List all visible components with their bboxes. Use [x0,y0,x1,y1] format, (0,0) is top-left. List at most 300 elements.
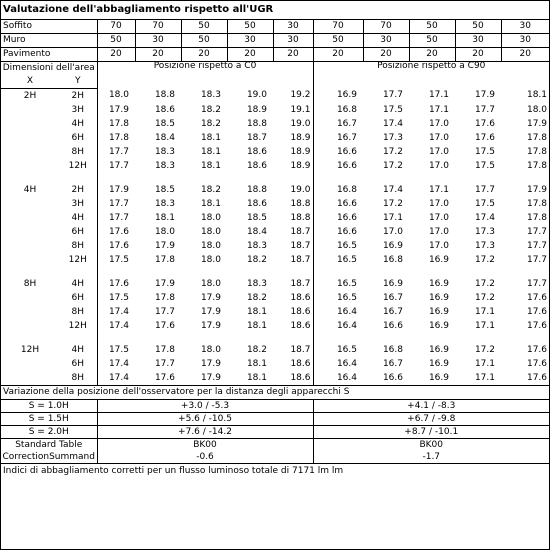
c90-value-cell: 16.6 [382,372,403,383]
c0-value-cell: 18.7 [290,254,311,265]
x-cell [1,239,59,253]
c90-value-cell: 16.8 [382,254,403,265]
c0-value-cell: 18.0 [154,226,175,237]
y-cell: 4H [71,344,84,355]
c0-value-cell: 18.6 [290,320,311,331]
c90-value-cell: 17.5 [382,104,403,115]
group-spacer [1,333,549,343]
c0-value-cell: 18.8 [290,198,311,209]
c90-value-cell: 17.6 [526,358,548,369]
c90-value-cell: 17.3 [474,226,495,237]
c0-value-cell: 18.7 [246,132,267,143]
soffitto-value: 50 [455,20,501,34]
c90-value-cell: 16.8 [382,344,403,355]
c0-value-cell: 17.7 [97,159,135,173]
c0-value-cell: 18.9 [290,146,311,157]
note-text: Indici di abbagliamento corretti per un flusso luminoso totale di 7171 lm lm [3,465,344,476]
c0-value-cell: 17.9 [200,320,221,331]
c90-value-cell: 16.7 [313,131,363,145]
c0-value-cell: 18.8 [246,118,267,129]
c0-value-cell: 18.6 [290,292,311,303]
c90-value-cell: 16.9 [428,306,449,317]
c90-value-cell: 17.0 [428,198,449,209]
c0-value-cell: 17.6 [97,239,135,253]
c0-value-cell: 18.0 [200,240,221,251]
c0-value-cell: 18.3 [246,278,267,289]
group-spacer [1,267,549,277]
c90-value-cell: 17.0 [428,118,449,129]
c90-value-cell: 16.9 [428,358,449,369]
c90-value-cell: 17.2 [474,254,495,265]
c0-value-cell: 17.5 [97,343,135,357]
c0-value-cell: 18.6 [290,372,311,383]
spacer-cell [97,173,313,183]
c90-value-cell: 16.4 [313,305,363,319]
c90-value-cell: 17.4 [382,118,403,129]
variation-c90: +4.1 / -8.3 [313,400,549,413]
table-row [1,225,549,239]
c0-value-cell: 17.8 [154,344,175,355]
c90-value-cell: 17.0 [428,226,449,237]
c90-value-cell: 16.4 [313,357,363,371]
c0-value-cell: 17.9 [97,103,135,117]
soffitto-value: 70 [135,20,181,34]
c0-value-cell: 18.1 [200,132,221,143]
c90-value-cell: 17.6 [526,292,548,303]
c90-value-cell: 17.1 [428,184,449,195]
c90-value-cell: 16.5 [313,291,363,305]
y-cell: 4H [71,212,84,223]
c90-value-cell: 17.2 [382,146,403,157]
table-row [1,197,549,211]
c0-value-cell: 17.9 [154,278,175,289]
y-cell: 2H [71,90,84,101]
soffitto-value: 70 [313,20,363,34]
c0-value-cell: 17.6 [154,320,175,331]
spacer-cell [313,173,549,183]
c0-value-cell: 17.9 [200,358,221,369]
c90-value-cell: 17.1 [428,90,449,101]
c90-value-cell: 16.5 [313,253,363,267]
c0-value-cell: 19.0 [290,184,311,195]
c90-value-cell: 17.8 [526,146,548,157]
c90-value-cell: 18.0 [526,104,548,115]
soffitto-label: Soffito [1,20,97,34]
c90-value-cell: 17.6 [526,344,548,355]
c90-value-cell: 16.9 [382,278,403,289]
y-cell: 4H [71,278,84,289]
pavimento-value: 20 [501,48,549,62]
muro-value: 30 [501,34,549,48]
c90-value-cell: 16.6 [313,145,363,159]
variation-s2-row [1,413,549,426]
c90-value-cell: 16.6 [313,225,363,239]
c0-value-cell: 18.2 [246,292,267,303]
c0-value-cell: 18.1 [246,372,267,383]
c90-value-cell: 17.5 [474,198,495,209]
spacer-cell [97,267,313,277]
c0-value-cell: 18.0 [200,278,221,289]
c90-value-cell: 17.9 [474,90,495,101]
variation-c0: +5.6 / -10.5 [97,413,313,426]
c90-value-cell: 17.2 [474,344,495,355]
c90-value-cell: 16.7 [382,358,403,369]
c0-value-cell: 18.7 [290,278,311,289]
c90-value-cell: 17.8 [526,160,548,171]
c90-value-cell: 17.1 [382,212,403,223]
x-cell [1,291,59,305]
c90-value-cell: 17.7 [382,90,403,101]
c0-value-cell: 18.3 [154,146,175,157]
soffitto-value: 50 [181,20,227,34]
c90-value-cell: 16.8 [313,103,363,117]
x-cell [1,319,59,333]
pavimento-value: 20 [313,48,363,62]
table-row [1,357,549,371]
spacer-cell [1,173,97,183]
c0-value-cell: 18.3 [200,90,221,101]
muro-value: 50 [409,34,455,48]
c0-value-cell: 18.2 [200,184,221,195]
y-cell: 12H [68,160,87,171]
c90-header: Posizione rispetto a C90 [313,62,549,89]
table-row [1,371,549,386]
c90-value-cell: 17.8 [526,198,548,209]
correction-row [1,451,549,464]
c0-value-cell: 17.6 [97,225,135,239]
c90-value-cell: 17.2 [474,292,495,303]
x-cell [1,305,59,319]
variation-s1-row [1,400,549,413]
correction-c0: -0.6 [97,451,313,464]
c90-value-cell: 17.3 [382,132,403,143]
muro-value: 50 [97,34,135,48]
variation-s-label: S = 1.5H [1,413,97,426]
variation-row [1,386,549,400]
y-cell: 6H [71,292,84,303]
c90-value-cell: 16.5 [313,277,363,291]
c90-value-cell: 16.5 [313,343,363,357]
x-cell: 8H [23,278,37,289]
c0-value-cell: 17.7 [154,306,175,317]
c0-value-cell: 18.8 [246,184,267,195]
c0-value-cell: 18.1 [246,306,267,317]
c90-value-cell: 17.0 [428,240,449,251]
c0-value-cell: 18.7 [290,344,311,355]
c90-value-cell: 17.0 [428,212,449,223]
y-cell: 8H [71,306,84,317]
variation-c0: +7.6 / -14.2 [97,426,313,439]
c90-value-cell: 17.5 [474,146,495,157]
table-row [1,103,549,117]
muro-value: 30 [455,34,501,48]
c0-value-cell: 17.9 [200,372,221,383]
table-row [1,343,549,357]
c90-value-cell: 17.2 [474,278,495,289]
c0-value-cell: 17.4 [97,371,135,386]
c0-value-cell: 19.0 [290,118,311,129]
soffitto-value: 70 [97,20,135,34]
c90-value-cell: 17.3 [474,240,495,251]
c90-value-cell: 17.6 [526,306,548,317]
c90-value-cell: 17.6 [526,320,548,331]
c90-value-cell: 17.7 [526,278,548,289]
muro-row [1,34,549,48]
table-row [1,211,549,225]
ugr-table [1,1,549,478]
x-cell [1,103,59,117]
c0-value-cell: 17.8 [97,117,135,131]
x-cell [1,253,59,267]
pavimento-value: 20 [227,48,273,62]
c0-value-cell: 18.7 [290,226,311,237]
muro-value: 50 [313,34,363,48]
c90-value-cell: 16.7 [382,306,403,317]
c0-header: Posizione rispetto a C0 [97,62,313,89]
c0-value-cell: 18.0 [200,344,221,355]
c0-value-cell: 17.4 [97,357,135,371]
c0-value-cell: 18.9 [290,160,311,171]
c0-value-cell: 17.9 [200,292,221,303]
pavimento-value: 20 [181,48,227,62]
c0-value-cell: 18.2 [246,344,267,355]
standard-table-c0: BK00 [97,439,313,452]
c0-value-cell: 18.7 [290,240,311,251]
c90-value-cell: 17.0 [428,160,449,171]
x-cell [1,357,59,371]
c0-value-cell: 17.9 [200,306,221,317]
c0-value-cell: 18.9 [290,132,311,143]
c90-value-cell: 17.0 [428,132,449,143]
c0-value-cell: 18.6 [290,358,311,369]
c90-value-cell: 18.1 [526,90,548,101]
c0-value-cell: 18.2 [200,104,221,115]
c0-value-cell: 18.0 [200,226,221,237]
c0-value-cell: 19.1 [290,104,311,115]
table-row [1,117,549,131]
c90-value-cell: 17.9 [526,118,548,129]
c0-value-cell: 17.6 [154,372,175,383]
c0-value-cell: 17.7 [97,211,135,225]
table-row [1,277,549,291]
x-cell [1,131,59,145]
c0-value-cell: 18.2 [246,254,267,265]
c90-value-cell: 17.6 [526,372,548,383]
c0-value-cell: 18.4 [246,226,267,237]
c90-value-cell: 16.9 [382,240,403,251]
c90-value-cell: 17.7 [526,254,548,265]
muro-label: Muro [1,34,97,48]
c90-value-cell: 16.4 [313,371,363,386]
ugr-table-body [1,1,549,478]
table-row [1,159,549,173]
c0-value-cell: 18.0 [97,89,135,104]
x-cell [1,211,59,225]
dims-row [1,62,549,76]
c90-value-cell: 17.8 [526,132,548,143]
c0-value-cell: 17.5 [97,291,135,305]
y-cell: 4H [71,118,84,129]
c90-value-cell: 16.9 [428,292,449,303]
c90-value-cell: 17.0 [382,226,403,237]
c0-value-cell: 17.6 [97,277,135,291]
x-cell [1,159,59,173]
c90-value-cell: 17.6 [474,132,495,143]
c0-value-cell: 17.9 [97,183,135,197]
soffitto-value: 50 [409,20,455,34]
table-row [1,145,549,159]
c0-value-cell: 17.7 [97,197,135,211]
c0-value-cell: 18.1 [154,212,175,223]
c90-value-cell: 17.1 [474,306,495,317]
c90-value-cell: 16.9 [428,254,449,265]
table-row [1,253,549,267]
c90-value-cell: 17.5 [474,160,495,171]
table-row [1,183,549,197]
muro-value: 30 [135,34,181,48]
standard-table-c90: BK00 [313,439,549,452]
x-cell [1,371,59,386]
c0-value-cell: 18.0 [200,254,221,265]
c90-value-cell: 16.9 [313,89,363,104]
correction-c90: -1.7 [313,451,549,464]
y-cell: 6H [71,226,84,237]
muro-value: 30 [363,34,409,48]
y-cell: 12H [68,320,87,331]
c90-value-cell: 16.9 [428,372,449,383]
c0-value-cell: 17.7 [154,358,175,369]
y-cell: 8H [71,240,84,251]
spacer-cell [1,333,97,343]
c90-value-cell: 17.1 [474,372,495,383]
table-row [1,305,549,319]
c90-value-cell: 17.4 [382,184,403,195]
group-spacer [1,173,549,183]
c90-value-cell: 16.4 [313,319,363,333]
c0-value-cell: 18.0 [200,212,221,223]
c90-value-cell: 16.9 [428,344,449,355]
c0-value-cell: 17.9 [154,240,175,251]
c90-value-cell: 17.8 [526,212,548,223]
c0-value-cell: 18.2 [200,118,221,129]
y-cell: 8H [71,372,84,383]
x-cell: 4H [23,184,37,195]
c90-value-cell: 16.5 [313,239,363,253]
c0-value-cell: 18.1 [200,198,221,209]
c0-value-cell: 18.8 [154,90,175,101]
y-cell: 3H [71,198,84,209]
x-cell: 12H [20,344,40,355]
spacer-cell [97,333,313,343]
correction-label: CorrectionSummand [1,451,97,464]
variation-c90: +6.7 / -9.8 [313,413,549,426]
variation-c90: +8.7 / -10.1 [313,426,549,439]
c0-value-cell: 18.1 [200,146,221,157]
c90-value-cell: 16.6 [382,320,403,331]
soffitto-value: 30 [501,20,549,34]
c90-value-cell: 16.6 [313,197,363,211]
c0-value-cell: 17.5 [97,253,135,267]
c90-value-cell: 17.7 [526,240,548,251]
c90-value-cell: 17.2 [382,160,403,171]
table-row [1,319,549,333]
c90-value-cell: 17.9 [526,184,548,195]
variation-s-label: S = 1.0H [1,400,97,413]
c90-value-cell: 16.9 [428,278,449,289]
c0-value-cell: 19.2 [290,90,311,101]
pavimento-label: Pavimento [1,48,97,62]
x-cell [1,117,59,131]
y-cell: 3H [71,104,84,115]
c0-value-cell: 17.8 [154,254,175,265]
c90-value-cell: 17.7 [474,184,495,195]
variation-s3-row [1,426,549,439]
c90-value-cell: 17.0 [428,146,449,157]
c0-value-cell: 19.0 [246,90,267,101]
c0-value-cell: 18.3 [154,198,175,209]
table-row [1,131,549,145]
table-row [1,89,549,104]
c0-value-cell: 17.8 [154,292,175,303]
pavimento-value: 20 [363,48,409,62]
c90-value-cell: 17.1 [474,358,495,369]
c0-value-cell: 18.1 [246,320,267,331]
soffitto-row [1,20,549,34]
variation-c0: +3.0 / -5.3 [97,400,313,413]
y-cell: 6H [71,358,84,369]
c0-value-cell: 18.4 [154,132,175,143]
variation-label: Variazione della posizione dell'osservatore per la distanza degli apparecchi S [1,386,549,400]
c90-value-cell: 16.9 [428,320,449,331]
variation-s-label: S = 2.0H [1,426,97,439]
c90-value-cell: 17.1 [428,104,449,115]
pavimento-value: 20 [135,48,181,62]
c0-value-cell: 18.8 [290,212,311,223]
x-label: X [1,75,59,89]
table-row [1,291,549,305]
soffitto-value: 70 [363,20,409,34]
y-cell: 12H [68,254,87,265]
y-label: Y [59,75,97,89]
table-row [1,239,549,253]
standard-table-label: Standard Table [15,439,83,450]
pavimento-row [1,48,549,62]
soffitto-value: 50 [227,20,273,34]
y-cell: 6H [71,132,84,143]
c90-value-cell: 16.8 [313,183,363,197]
c90-value-cell: 16.7 [313,117,363,131]
c90-value-cell: 16.6 [313,211,363,225]
c0-value-cell: 18.9 [246,104,267,115]
c90-value-cell: 17.4 [474,212,495,223]
spacer-cell [1,267,97,277]
c90-value-cell: 17.7 [474,104,495,115]
c0-value-cell: 18.6 [246,198,267,209]
muro-value: 30 [227,34,273,48]
pavimento-value: 20 [273,48,313,62]
y-cell: 8H [71,146,84,157]
c90-value-cell: 17.2 [382,198,403,209]
c0-value-cell: 18.6 [246,146,267,157]
c0-value-cell: 18.6 [290,306,311,317]
c0-value-cell: 18.5 [154,184,175,195]
c0-value-cell: 18.3 [154,160,175,171]
muro-value: 50 [181,34,227,48]
c0-value-cell: 18.6 [154,104,175,115]
c0-value-cell: 17.7 [97,145,135,159]
c0-value-cell: 18.1 [200,160,221,171]
y-cell: 2H [71,184,84,195]
